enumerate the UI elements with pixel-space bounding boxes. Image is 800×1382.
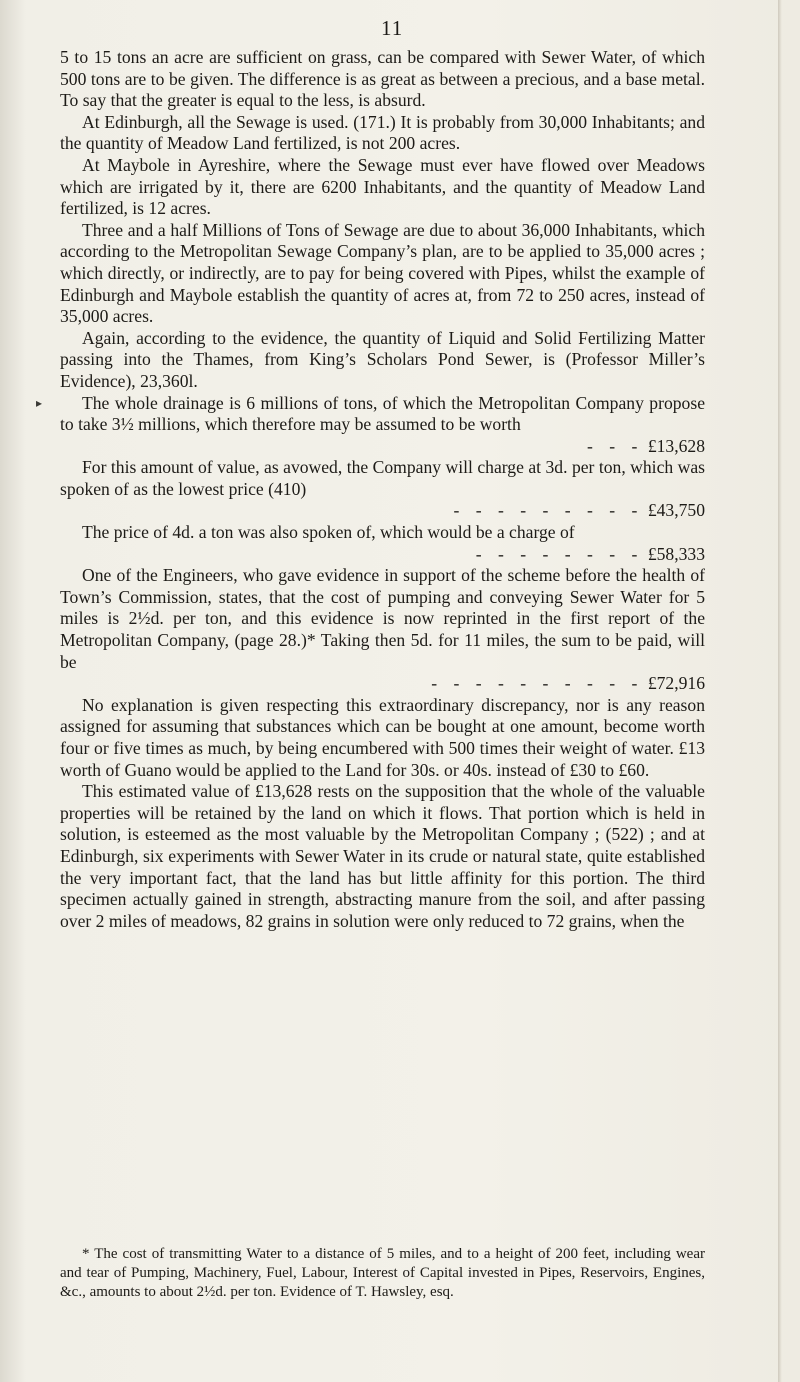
paragraph-5: Again, according to the evidence, the quantity of Liquid and Solid Fertilizing Matter passing into the Thames, from King’s Scholars Pond Sewer, is (Professor Miller’s Evidence), 23,360l. bbox=[60, 327, 705, 391]
leader-dashes: - - - - - - - - - - bbox=[431, 673, 644, 694]
paragraph-1: 5 to 15 tons an acre are sufficient on grass, can be compared with Sewer Water, of which 500 tons are to be given. The difference is as great as between a precious, and a base metal. To say that the greater is equal to the less, is absurd. bbox=[60, 47, 705, 111]
page-edge-shadow bbox=[778, 0, 782, 1382]
calc-row bbox=[60, 500, 705, 522]
calc-item-1 bbox=[60, 393, 705, 458]
footnote: * The cost of transmitting Water to a distance of 5 miles, and to a height of 200 feet, including wear and tear of Pumping, Machinery, Fuel, Labour, Interest of Capital invested in Pipes, Reservoirs, Engines, &c., amounts to about 2½d. per ton. Evidence of T. Hawsley, esq. bbox=[60, 1246, 705, 1300]
amount: £58,333 bbox=[647, 543, 705, 564]
calc-item-2 bbox=[60, 457, 705, 522]
calc-row bbox=[60, 673, 705, 695]
leader-dashes: - - - - - - - - - bbox=[453, 500, 644, 521]
calc-row bbox=[60, 544, 705, 566]
calc-item-4 bbox=[60, 565, 705, 695]
calc-text: The price of 4d. a ton was also spoken of, which would be a charge of bbox=[82, 522, 575, 543]
amount: £72,916 bbox=[647, 673, 705, 694]
calc-item-3 bbox=[60, 522, 705, 565]
body-text bbox=[60, 47, 705, 932]
calc-text: One of the Engineers, who gave evidence in support of the scheme before the health of Town’s Commission, states, that the cost of pumping and conveying Sewer Water for 5 miles is 2½d. per ton, and this evidence is now reprinted in the first report of the Metropolitan Company, (page 28.)* Taking then 5d. for 11 miles, the sum to be paid, will be bbox=[60, 565, 705, 672]
amount: £13,628 bbox=[647, 435, 705, 456]
paragraph-4: Three and a half Millions of Tons of Sewage are due to about 36,000 Inhabitants, which according to the Metropolitan Sewage Company’s plan, are to be applied to 35,000 acres ; which directly, or indirectly, are to pay for being covered with Pipes, whilst the example of Edinburgh and Maybole establish the quantity of acres at, from 72 to 250 acres, instead of 35,000 acres. bbox=[60, 219, 705, 327]
calc-text: The whole drainage is 6 millions of tons, of which the Metropolitan Company propose to take 3½ millions, which therefore may be assumed to be worth bbox=[60, 392, 705, 435]
paragraph-6: No explanation is given respecting this extraordinary discrepancy, nor is any reason assigned for assuming that substances which can be bought at one amount, become worth four or five times as much, by being encumbered with 500 times their weight of water. £13 worth of Guano would be applied to the Land for 30s. or 40s. instead of £30 to £60. bbox=[60, 694, 705, 780]
calc-row bbox=[60, 436, 705, 458]
paragraph-3: At Maybole in Ayreshire, where the Sewage must ever have flowed over Meadows which are irrigated by it, there are 6200 Inhabitants, and the quantity of Meadow Land fertilized, is 12 acres. bbox=[60, 154, 705, 219]
paragraph-2: At Edinburgh, all the Sewage is used. (171.) It is probably from 30,000 Inhabitants; and the quantity of Meadow Land fertilized, is not 200 acres. bbox=[60, 111, 705, 154]
leader-dashes: - - - - - - - - bbox=[475, 543, 644, 564]
margin-mark: ▸ bbox=[36, 396, 43, 410]
amount: £43,750 bbox=[647, 500, 705, 521]
page-number: 11 bbox=[381, 16, 404, 40]
leader-dashes: - - - bbox=[587, 435, 644, 456]
calc-text: For this amount of value, as avowed, the Company will charge at 3d. per ton, which was spoken of as the lowest price (410) bbox=[60, 457, 705, 499]
paragraph-7: This estimated value of £13,628 rests on the supposition that the whole of the valuable properties will be retained by the land on which it flows. That portion which is held in solution, is esteemed as the most valuable by the Metropolitan Company ; (522) ; and at Edinburgh, six experiments with Sewer Water in its crude or natural state, quite established the very important fact, that the land has but little affinity for this portion. The third specimen actually gained in strength, abstracting manure from the soil, and after passing over 2 miles of meadows, 82 grains in solution were only reduced to 72 grains, when the bbox=[60, 781, 705, 931]
